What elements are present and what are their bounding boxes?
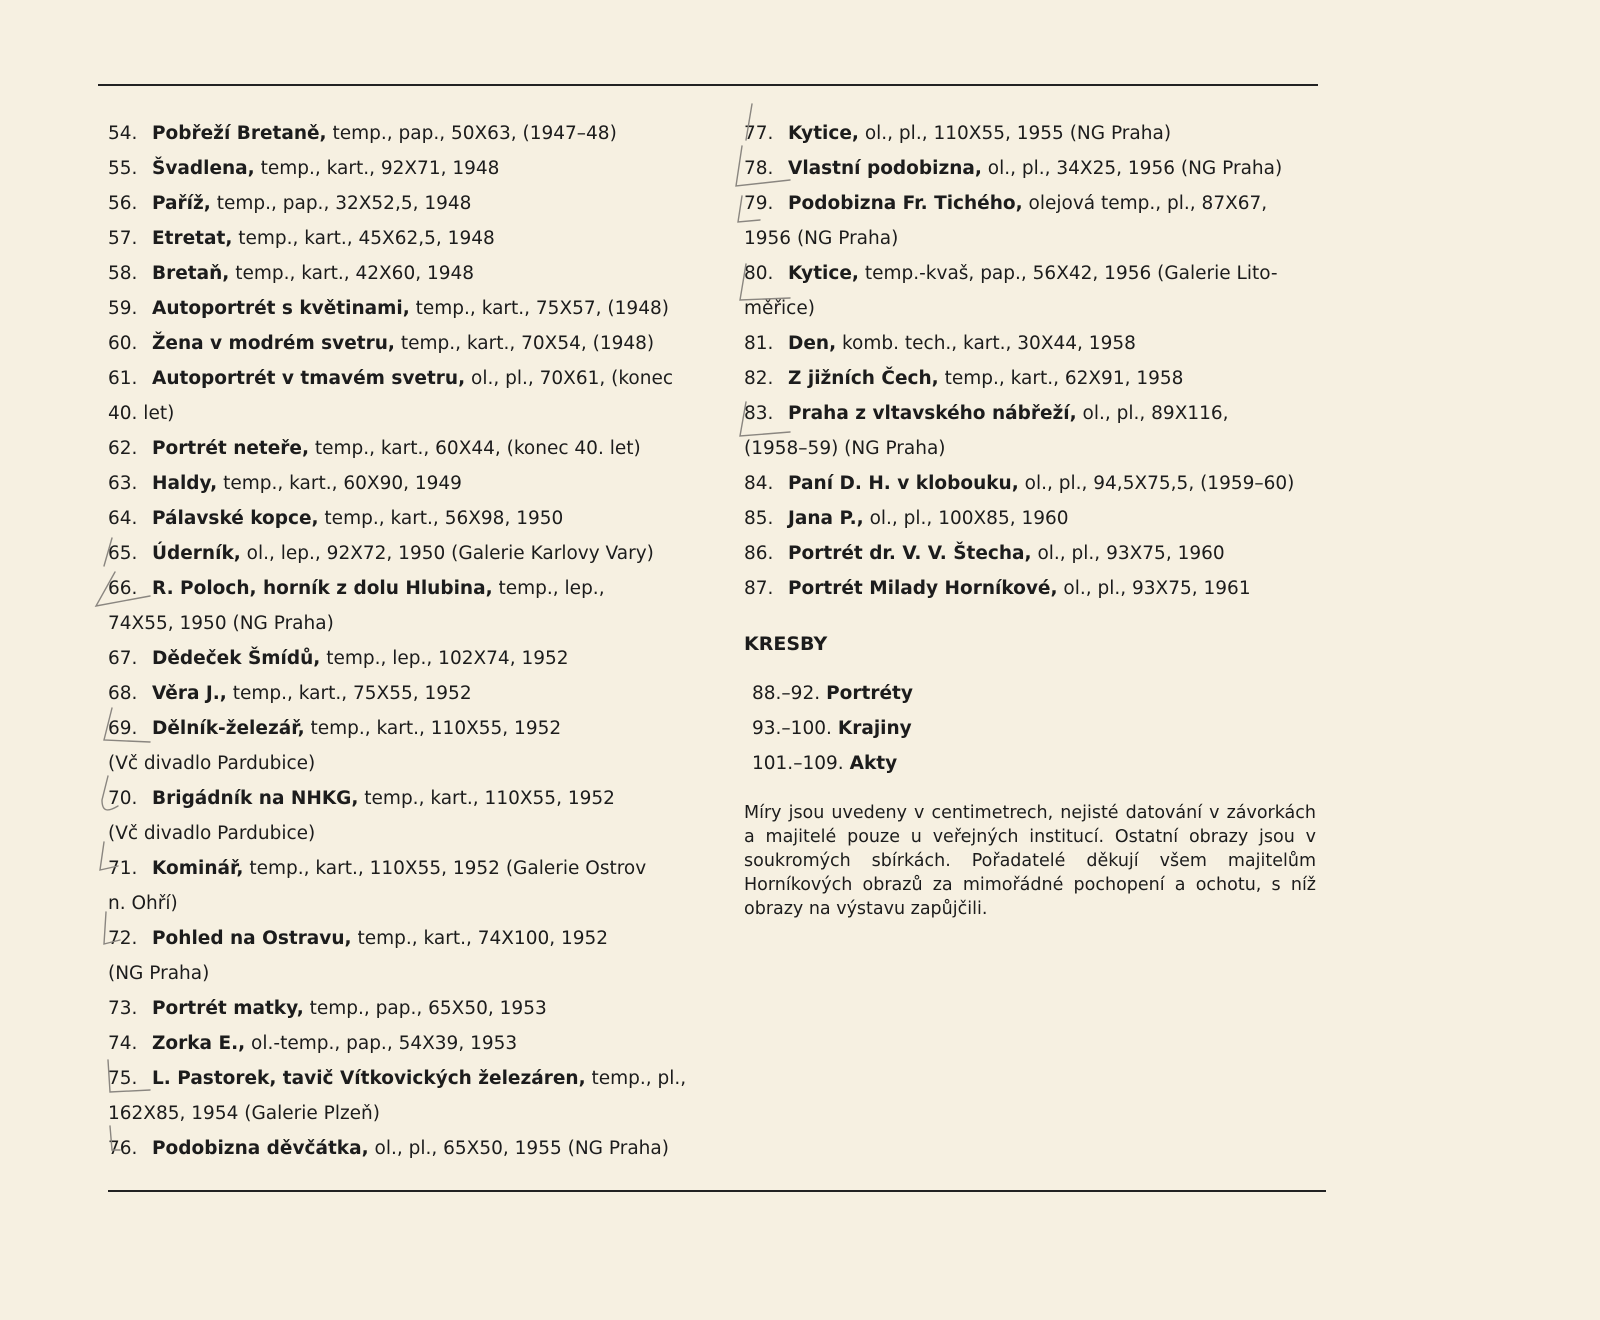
entry-title: Dědeček Šmídů, bbox=[152, 648, 321, 669]
entry-title: Brigádník na NHKG, bbox=[152, 788, 359, 809]
catalog-entry bbox=[108, 186, 728, 221]
entry-details: temp., kart., 75X55, 1952 bbox=[226, 683, 472, 704]
entry-title: Praha z vltavského nábřeží, bbox=[788, 403, 1077, 424]
catalog-entry bbox=[108, 851, 728, 886]
entry-details: temp., pl., bbox=[585, 1068, 687, 1089]
entry-title: Den, bbox=[788, 333, 837, 354]
catalog-entry bbox=[108, 291, 728, 326]
entry-number: 85. bbox=[744, 508, 774, 529]
entry-continuation: (Vč divadlo Pardubice) bbox=[108, 823, 316, 844]
entry-number: 66. bbox=[108, 578, 138, 599]
kresby-heading: KRESBY bbox=[744, 633, 828, 655]
catalog-entry bbox=[108, 1026, 728, 1061]
catalog-entry bbox=[744, 326, 1344, 361]
entry-number: 80. bbox=[744, 263, 774, 284]
entry-number: 79. bbox=[744, 193, 774, 214]
catalog-entry bbox=[108, 256, 728, 291]
catalog-entry bbox=[744, 501, 1344, 536]
entry-number: 69. bbox=[108, 718, 138, 739]
entry-details: temp., kart., 75X57, (1948) bbox=[409, 298, 669, 319]
entry-number: 82. bbox=[744, 368, 774, 389]
entry-title: Dělník-železář, bbox=[152, 718, 305, 739]
entry-title: Haldy, bbox=[152, 473, 218, 494]
entry-number: 71. bbox=[108, 858, 138, 879]
entry-details: olejová temp., pl., 87X67, bbox=[1022, 193, 1268, 214]
entry-number: 65. bbox=[108, 543, 138, 564]
entry-details: ol., lep., 92X72, 1950 (Galerie Karlovy Vary) bbox=[240, 543, 654, 564]
catalog-entry bbox=[108, 571, 728, 606]
entry-details: temp., kart., 62X91, 1958 bbox=[938, 368, 1184, 389]
entry-details: temp., kart., 110X55, 1952 bbox=[304, 718, 562, 739]
catalog-entry bbox=[744, 361, 1344, 396]
catalog-entry bbox=[108, 536, 728, 571]
entry-title: Podobizna Fr. Tichého, bbox=[788, 193, 1023, 214]
entry-number: 60. bbox=[108, 333, 138, 354]
entry-details: ol.-temp., pap., 54X39, 1953 bbox=[245, 1033, 518, 1054]
catalog-entry bbox=[108, 711, 728, 746]
entry-number: 61. bbox=[108, 368, 138, 389]
entry-number: 59. bbox=[108, 298, 138, 319]
entry-number: 83. bbox=[744, 403, 774, 424]
catalog-entry bbox=[108, 116, 728, 151]
entry-title: Portrét matky, bbox=[152, 998, 304, 1019]
entry-number: 64. bbox=[108, 508, 138, 529]
entry-title: Bretaň, bbox=[152, 263, 230, 284]
entry-title: Zorka E., bbox=[152, 1033, 246, 1054]
entry-continuation: 1956 (NG Praha) bbox=[744, 228, 899, 249]
entry-number: 63. bbox=[108, 473, 138, 494]
catalog-entry bbox=[108, 501, 728, 536]
entry-details: komb. tech., kart., 30X44, 1958 bbox=[836, 333, 1136, 354]
kresby-number: 101.–109. bbox=[752, 753, 844, 774]
footnote: Míry jsou uvedeny v centimetrech, nejisté datování v závorkách a majitelé pouze u veřejných institucí. Ostatní obrazy jsou v soukromých sbírkách. Pořadatelé děkují všem majitelům Horníkových obrazů za mimořádné pochopení a ochotu, s níž obrazy na výstavu zapůjčili. bbox=[744, 803, 1316, 919]
entry-details: temp.-kvaš, pap., 56X42, 1956 (Galerie Lito- bbox=[858, 263, 1278, 284]
kresby-entry bbox=[744, 746, 1344, 781]
entry-details: ol., pl., 89X116, bbox=[1076, 403, 1229, 424]
entry-continuation: n. Ohří) bbox=[108, 893, 178, 914]
entry-details: temp., pap., 50X63, (1947–48) bbox=[326, 123, 617, 144]
kresby-title: Krajiny bbox=[837, 718, 912, 739]
entry-number: 73. bbox=[108, 998, 138, 1019]
entry-details: temp., kart., 110X55, 1952 bbox=[358, 788, 615, 809]
entry-continuation: 74X55, 1950 (NG Praha) bbox=[108, 613, 334, 634]
entry-number: 78. bbox=[744, 158, 774, 179]
entry-details: temp., pap., 65X50, 1953 bbox=[303, 998, 547, 1019]
catalog-entry bbox=[108, 361, 728, 396]
entry-number: 84. bbox=[744, 473, 774, 494]
entry-continuation: 162X85, 1954 (Galerie Plzeň) bbox=[108, 1103, 380, 1124]
entry-details: temp., kart., 56X98, 1950 bbox=[318, 508, 564, 529]
entry-details: ol., pl., 34X25, 1956 (NG Praha) bbox=[981, 158, 1283, 179]
catalog-entry bbox=[744, 256, 1344, 291]
entry-number: 67. bbox=[108, 648, 138, 669]
entry-title: Úderník, bbox=[152, 543, 241, 564]
entry-title: Pobřeží Bretaně, bbox=[152, 123, 327, 144]
entry-details: ol., pl., 70X61, (konec bbox=[465, 368, 674, 389]
kresby-title: Portréty bbox=[826, 683, 913, 704]
entry-title: Vlastní podobizna, bbox=[788, 158, 982, 179]
top-rule bbox=[98, 84, 1318, 86]
entry-number: 87. bbox=[744, 578, 774, 599]
entry-details: temp., lep., 102X74, 1952 bbox=[320, 648, 569, 669]
entry-title: Kytice, bbox=[788, 263, 859, 284]
entry-title: Portrét dr. V. V. Štecha, bbox=[788, 543, 1032, 564]
entry-details: ol., pl., 93X75, 1960 bbox=[1031, 543, 1225, 564]
entry-title: Autoportrét s květinami, bbox=[152, 298, 410, 319]
entry-title: Jana P., bbox=[788, 508, 864, 529]
entry-number: 77. bbox=[744, 123, 774, 144]
kresby-list bbox=[744, 676, 1344, 781]
entry-title: Portrét Milady Horníkové, bbox=[788, 578, 1058, 599]
catalog-entry bbox=[108, 221, 728, 256]
entry-title: Žena v modrém svetru, bbox=[152, 333, 395, 354]
catalog-entry bbox=[744, 116, 1344, 151]
entry-continuation: (1958–59) (NG Praha) bbox=[744, 438, 946, 459]
kresby-number: 88.–92. bbox=[752, 683, 821, 704]
catalog-entry bbox=[744, 536, 1344, 571]
entry-title: L. Pastorek, tavič Vítkovických železáren, bbox=[152, 1068, 586, 1089]
entry-details: temp., lep., bbox=[492, 578, 605, 599]
catalog-entry bbox=[744, 466, 1344, 501]
entry-number: 81. bbox=[744, 333, 774, 354]
entry-details: temp., kart., 70X54, (1948) bbox=[394, 333, 655, 354]
entry-title: Podobizna děvčátka, bbox=[152, 1138, 369, 1159]
bottom-rule bbox=[108, 1190, 1326, 1192]
entry-details: temp., pap., 32X52,5, 1948 bbox=[210, 193, 472, 214]
catalog-entry bbox=[108, 921, 728, 956]
entry-title: Švadlena, bbox=[152, 158, 255, 179]
entry-number: 70. bbox=[108, 788, 138, 809]
entry-details: ol., pl., 94,5X75,5, (1959–60) bbox=[1018, 473, 1295, 494]
entry-details: ol., pl., 110X55, 1955 (NG Praha) bbox=[858, 123, 1172, 144]
entry-details: temp., kart., 60X90, 1949 bbox=[217, 473, 462, 494]
entry-number: 55. bbox=[108, 158, 138, 179]
kresby-title: Akty bbox=[849, 753, 898, 774]
entry-title: Kominář, bbox=[152, 858, 244, 879]
entry-number: 72. bbox=[108, 928, 138, 949]
right-column bbox=[744, 116, 1344, 921]
entry-details: temp., kart., 74X100, 1952 bbox=[351, 928, 609, 949]
kresby-entry bbox=[744, 676, 1344, 711]
catalog-entry bbox=[108, 326, 728, 361]
entry-number: 57. bbox=[108, 228, 138, 249]
catalog-entry bbox=[108, 641, 728, 676]
entry-title: Autoportrét v tmavém svetru, bbox=[152, 368, 466, 389]
kresby-number: 93.–100. bbox=[752, 718, 832, 739]
entry-continuation: 40. let) bbox=[108, 403, 175, 424]
catalog-entry bbox=[108, 431, 728, 466]
entry-number: 75. bbox=[108, 1068, 138, 1089]
catalog-entry bbox=[108, 676, 728, 711]
entry-continuation: měřice) bbox=[744, 298, 815, 319]
entry-details: ol., pl., 93X75, 1961 bbox=[1057, 578, 1251, 599]
entry-details: temp., kart., 42X60, 1948 bbox=[229, 263, 475, 284]
catalog-entry bbox=[744, 151, 1344, 186]
kresby-entry bbox=[744, 711, 1344, 746]
entry-title: Paříž, bbox=[152, 193, 211, 214]
entry-number: 58. bbox=[108, 263, 138, 284]
entry-number: 54. bbox=[108, 123, 138, 144]
entry-title: Paní D. H. v klobouku, bbox=[788, 473, 1019, 494]
entry-details: ol., pl., 100X85, 1960 bbox=[863, 508, 1069, 529]
entry-number: 74. bbox=[108, 1033, 138, 1054]
entry-number: 62. bbox=[108, 438, 138, 459]
entry-details: temp., kart., 110X55, 1952 (Galerie Ostrov bbox=[243, 858, 647, 879]
catalog-entry bbox=[108, 781, 728, 816]
entry-title: Portrét neteře, bbox=[152, 438, 309, 459]
entry-title: Věra J., bbox=[152, 683, 227, 704]
entry-title: Pálavské kopce, bbox=[152, 508, 319, 529]
catalog-entry bbox=[744, 571, 1344, 606]
entry-title: Kytice, bbox=[788, 123, 859, 144]
entry-continuation: (Vč divadlo Pardubice) bbox=[108, 753, 316, 774]
entry-details: temp., kart., 60X44, (konec 40. let) bbox=[309, 438, 641, 459]
catalog-entry bbox=[108, 466, 728, 501]
right-entries bbox=[744, 116, 1344, 606]
left-column bbox=[108, 116, 728, 1166]
entry-title: Z jižních Čech, bbox=[788, 368, 939, 389]
entry-number: 86. bbox=[744, 543, 774, 564]
catalog-entry bbox=[744, 186, 1344, 221]
catalog-entry bbox=[744, 396, 1344, 431]
entry-number: 68. bbox=[108, 683, 138, 704]
catalog-entry bbox=[108, 151, 728, 186]
entry-title: Pohled na Ostravu, bbox=[152, 928, 352, 949]
catalog-entry bbox=[108, 1131, 728, 1166]
entry-title: Etretat, bbox=[152, 228, 233, 249]
entry-continuation: (NG Praha) bbox=[108, 963, 210, 984]
entry-number: 76. bbox=[108, 1138, 138, 1159]
catalog-entry bbox=[108, 1061, 728, 1096]
entry-details: ol., pl., 65X50, 1955 (NG Praha) bbox=[368, 1138, 669, 1159]
entry-details: temp., kart., 45X62,5, 1948 bbox=[232, 228, 495, 249]
entry-number: 56. bbox=[108, 193, 138, 214]
catalog-entry bbox=[108, 991, 728, 1026]
entry-details: temp., kart., 92X71, 1948 bbox=[254, 158, 500, 179]
entry-title: R. Poloch, horník z dolu Hlubina, bbox=[152, 578, 493, 599]
